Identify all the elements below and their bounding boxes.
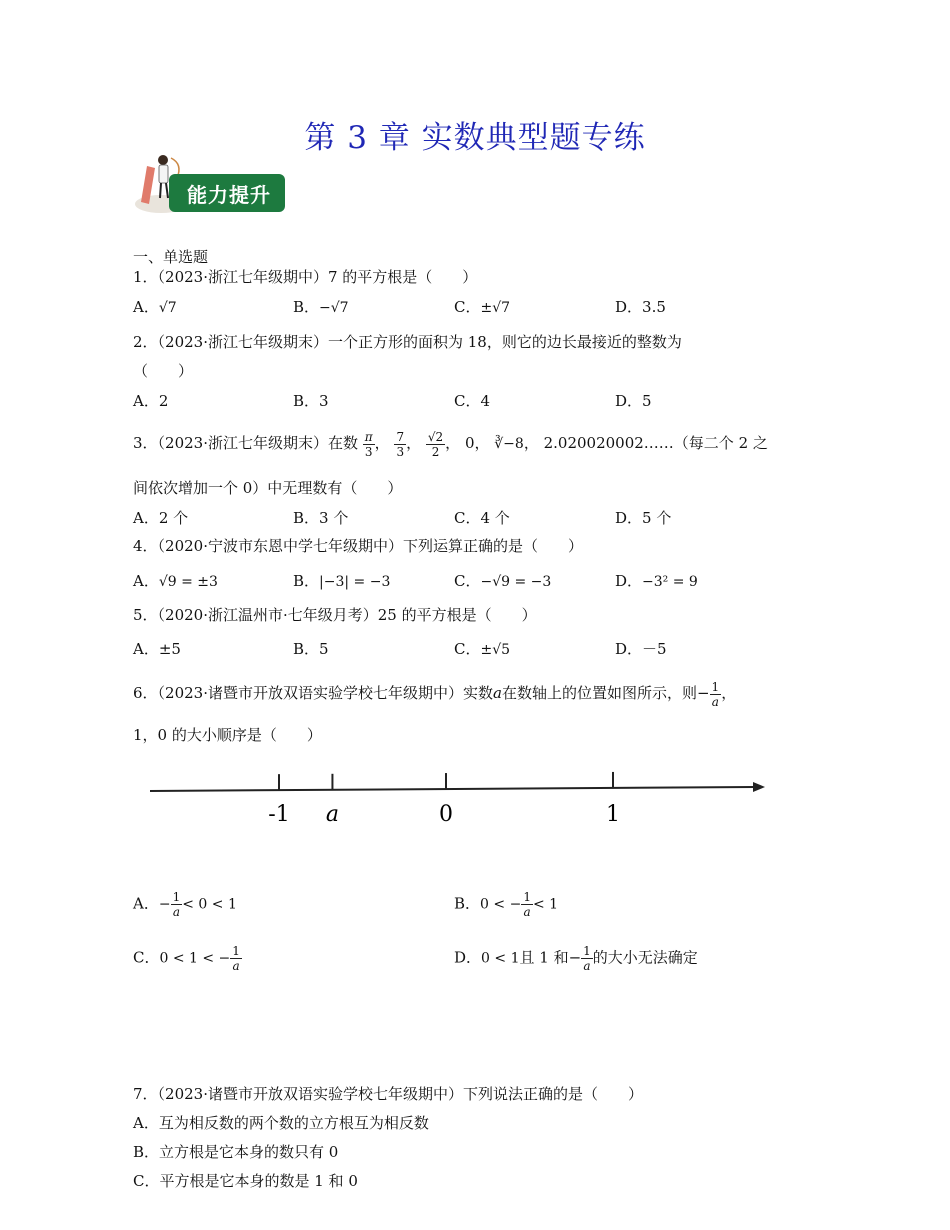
number-line-label: -1 xyxy=(268,802,290,827)
q3-option-c: C．4 个 xyxy=(454,509,510,527)
q2-option-a: A．2 xyxy=(133,392,169,410)
question-2-stem: 2．（2023·浙江七年级期末）一个正方形的面积为 18，则它的边长最接近的整数为 xyxy=(133,333,682,351)
q2-option-c: C．4 xyxy=(454,392,491,410)
q1-option-a: A．√7 xyxy=(133,298,177,316)
fraction-7-over-3: $\frac{7}{3}$ xyxy=(396,429,405,459)
section-heading: 一、单选题 xyxy=(133,248,209,266)
q6-option-b: B．0 < − $\frac{1}{a}$ < 1 xyxy=(454,890,559,919)
q4-option-d: D．−3² = 9 xyxy=(615,572,698,590)
number-line-diagram xyxy=(140,765,780,835)
q3-option-b: B．3 个 xyxy=(293,509,349,527)
number-line-label: 0 xyxy=(439,802,453,827)
arrow-right-icon xyxy=(753,782,765,792)
q6-option-c: C．0 < 1 < − $\frac{1}{a}$ xyxy=(133,944,240,973)
q5-option-c: C．±√5 xyxy=(454,640,511,658)
q4-option-a: A．√9 = ±3 xyxy=(133,572,218,590)
q5-option-a: A．±5 xyxy=(133,640,181,658)
cube-root-neg8: ∛−8 xyxy=(494,436,524,452)
q5-option-d: D．－5 xyxy=(615,640,667,658)
fraction-pi-over-3: $\frac{\pi}{3}$ xyxy=(364,429,373,459)
q1-option-b: B．−√7 xyxy=(293,298,349,316)
q6-option-a: A．− $\frac{1}{a}$ < 0 < 1 xyxy=(133,890,237,919)
fraction-sqrt2-over-2: $\frac{√2}{2}$ xyxy=(427,429,444,459)
q3-option-d: D．5 个 xyxy=(615,509,672,527)
q4-option-b: B．|−3| = −3 xyxy=(293,572,391,590)
number-line-axis xyxy=(150,787,755,791)
q2-option-d: D．5 xyxy=(615,392,652,410)
number-line-label: 1 xyxy=(606,802,620,827)
question-1-stem: 1．（2023·浙江七年级期中）7 的平方根是（ ） xyxy=(133,268,478,286)
question-3-stem: 3．（2023·浙江七年级期末）在数 $\frac{\pi}{3}$ ， $\frac{7}{3}$ ， $\frac{√2}{2}$ ， 0， ∛−8， 2.020020002……（每二个 2 之 xyxy=(133,429,768,459)
question-4-stem: 4．（2020·宁波市东恩中学七年级期中）下列运算正确的是（ ） xyxy=(133,537,583,555)
page-title: 第 3 章 实数典型题专练 xyxy=(304,120,646,156)
q7-option-c: C．平方根是它本身的数是 1 和 0 xyxy=(133,1172,358,1190)
question-6-stem: 6．（2023·诸暨市开放双语实验学校七年级期中）实数a在数轴上的位置如图所示，则− $\frac{1}{a}$ ， xyxy=(133,679,737,709)
question-3-stem-line2: 间依次增加一个 0）中无理数有（ ） xyxy=(133,479,403,497)
question-6-stem-line2: 1，0 的大小顺序是（ ） xyxy=(133,726,322,744)
ability-banner xyxy=(133,152,285,216)
q2-option-b: B．3 xyxy=(293,392,329,410)
q1-option-d: D．3.5 xyxy=(615,298,666,316)
question-7-stem: 7．（2023·诸暨市开放双语实验学校七年级期中）下列说法正确的是（ ） xyxy=(133,1085,643,1103)
q4-option-c: C．−√9 = −3 xyxy=(454,572,552,590)
q6-option-d: D．0 < 1且 1 和− $\frac{1}{a}$ 的大小无法确定 xyxy=(454,944,698,973)
q7-option-b: B．立方根是它本身的数只有 0 xyxy=(133,1143,339,1161)
question-2-stem-line2: （ ） xyxy=(133,362,194,380)
number-line-label: a xyxy=(325,802,340,827)
banner-label: 能力提升 xyxy=(187,183,271,207)
question-5-stem: 5．（2020·浙江温州市·七年级月考）25 的平方根是（ ） xyxy=(133,606,537,624)
q3-option-a: A．2 个 xyxy=(133,509,189,527)
q1-option-c: C．±√7 xyxy=(454,298,511,316)
q5-option-b: B．5 xyxy=(293,640,329,658)
q7-option-a: A．互为相反数的两个数的立方根互为相反数 xyxy=(133,1114,429,1132)
